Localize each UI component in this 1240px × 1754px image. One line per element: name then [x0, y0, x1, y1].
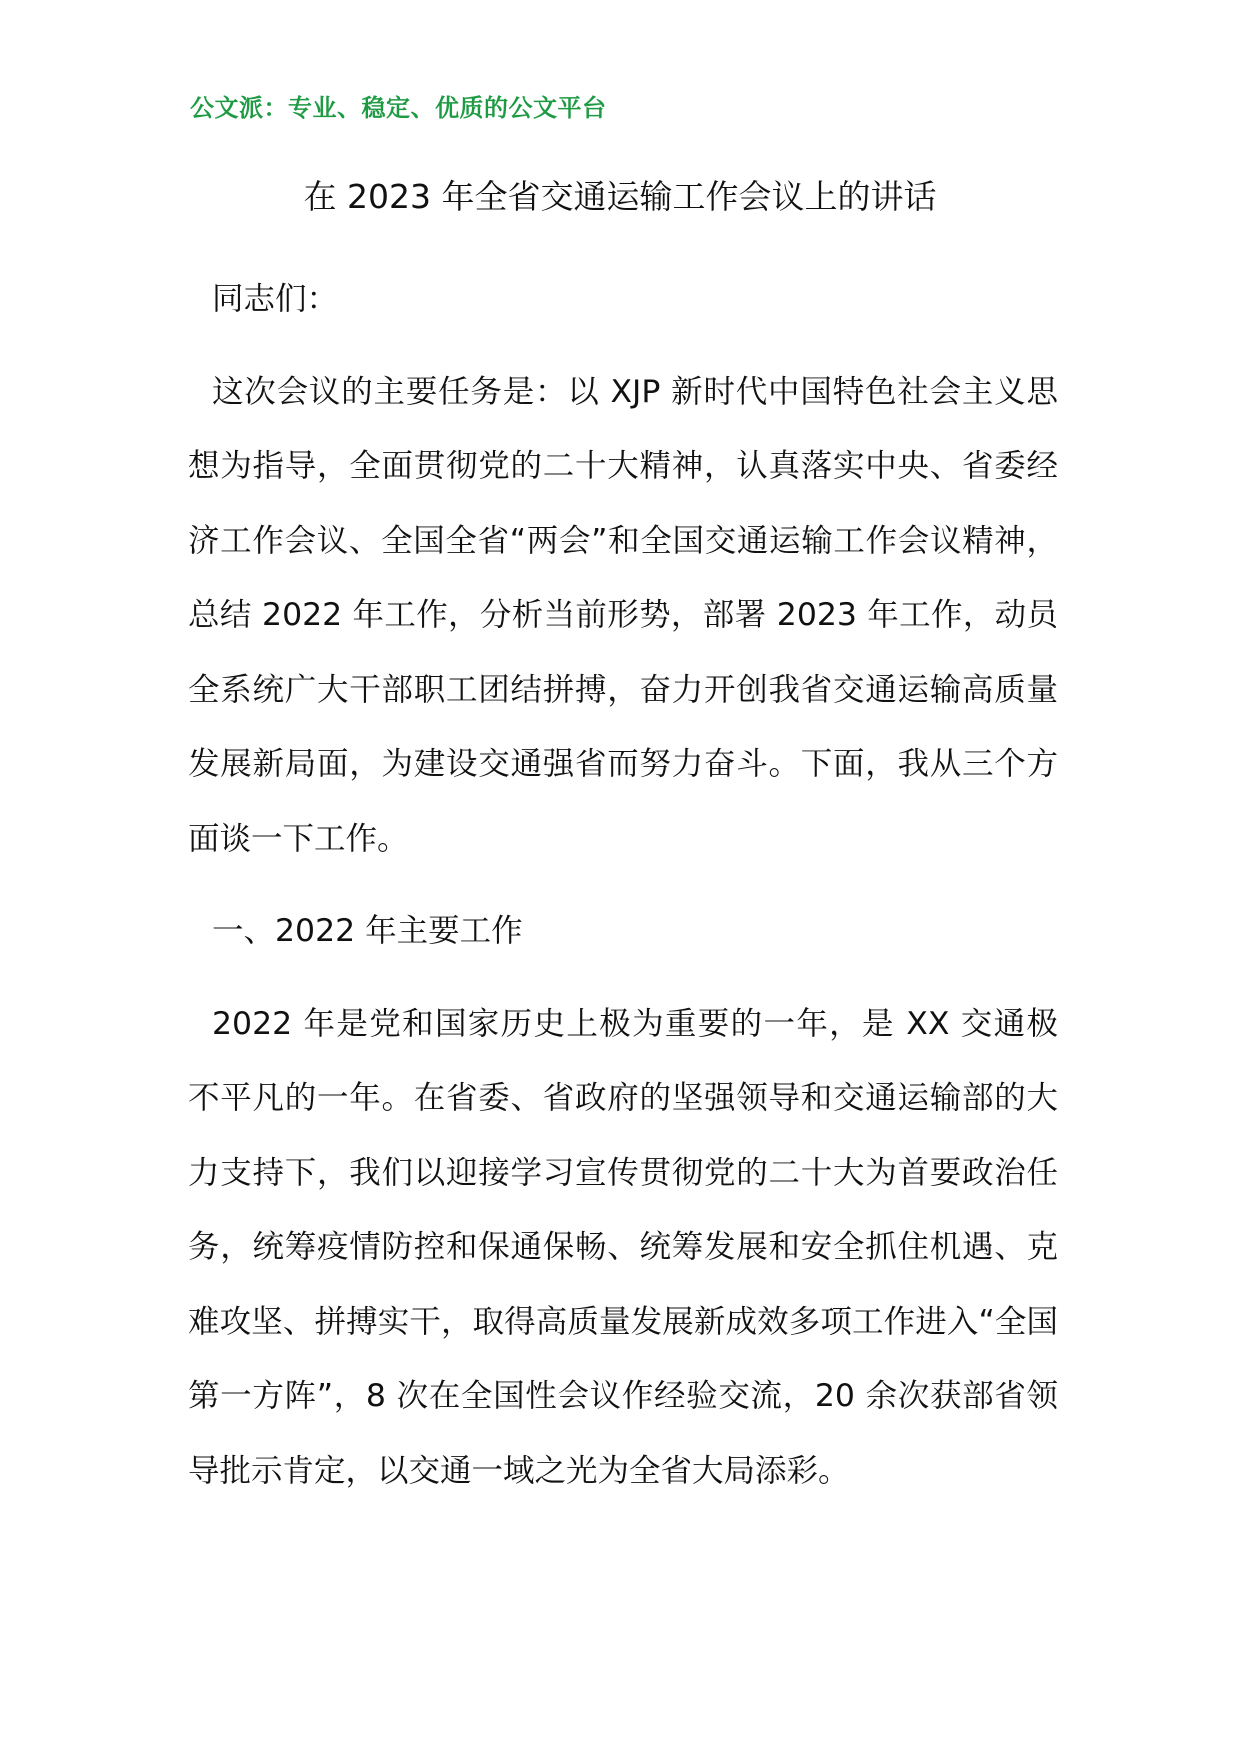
- salutation: 同志们：: [212, 281, 339, 317]
- paragraph-2: 2022 年是党和国家历史上极为重要的一年，是 XX 交通极不平凡的一年。在省委、省政府的坚强领导和交通运输部的大力支持下，我们以迎接学习宣传贯彻党的二十大为首要政治任务，统筹疫情防控和保通保畅、统筹发展和安全抓住机遇、克难攻坚、拼搏实干，取得高质量发展新成效多项工作进入“全国第一方阵”，8 次在全国性会议作经验交流，20 余次获部省领导批示肯定，以交通一域之光为全省大局添彩。: [188, 1005, 1058, 1489]
- section-heading-1: 一、2022 年主要工作: [212, 913, 523, 949]
- document-body: [188, 262, 1058, 1526]
- paragraph-1: 这次会议的主要任务是：以 XJP 新时代中国特色社会主义思想为指导，全面贯彻党的二十大精神，认真落实中央、省委经济工作会议、全国全省“两会”和全国交通运输工作会议精神，总结 2022 年工作，分析当前形势，部署 2023 年工作，动员全系统广大干部职工团结拼搏，奋力开创我省交通运输高质量发展新局面，为建设交通强省而努力奋斗。下面，我从三个方面谈一下工作。: [188, 373, 1058, 857]
- document-title: 在 2023 年全省交通运输工作会议上的讲话: [303, 177, 937, 216]
- header-brand-text: 公文派：专业、稳定、优质的公文平台: [190, 94, 607, 122]
